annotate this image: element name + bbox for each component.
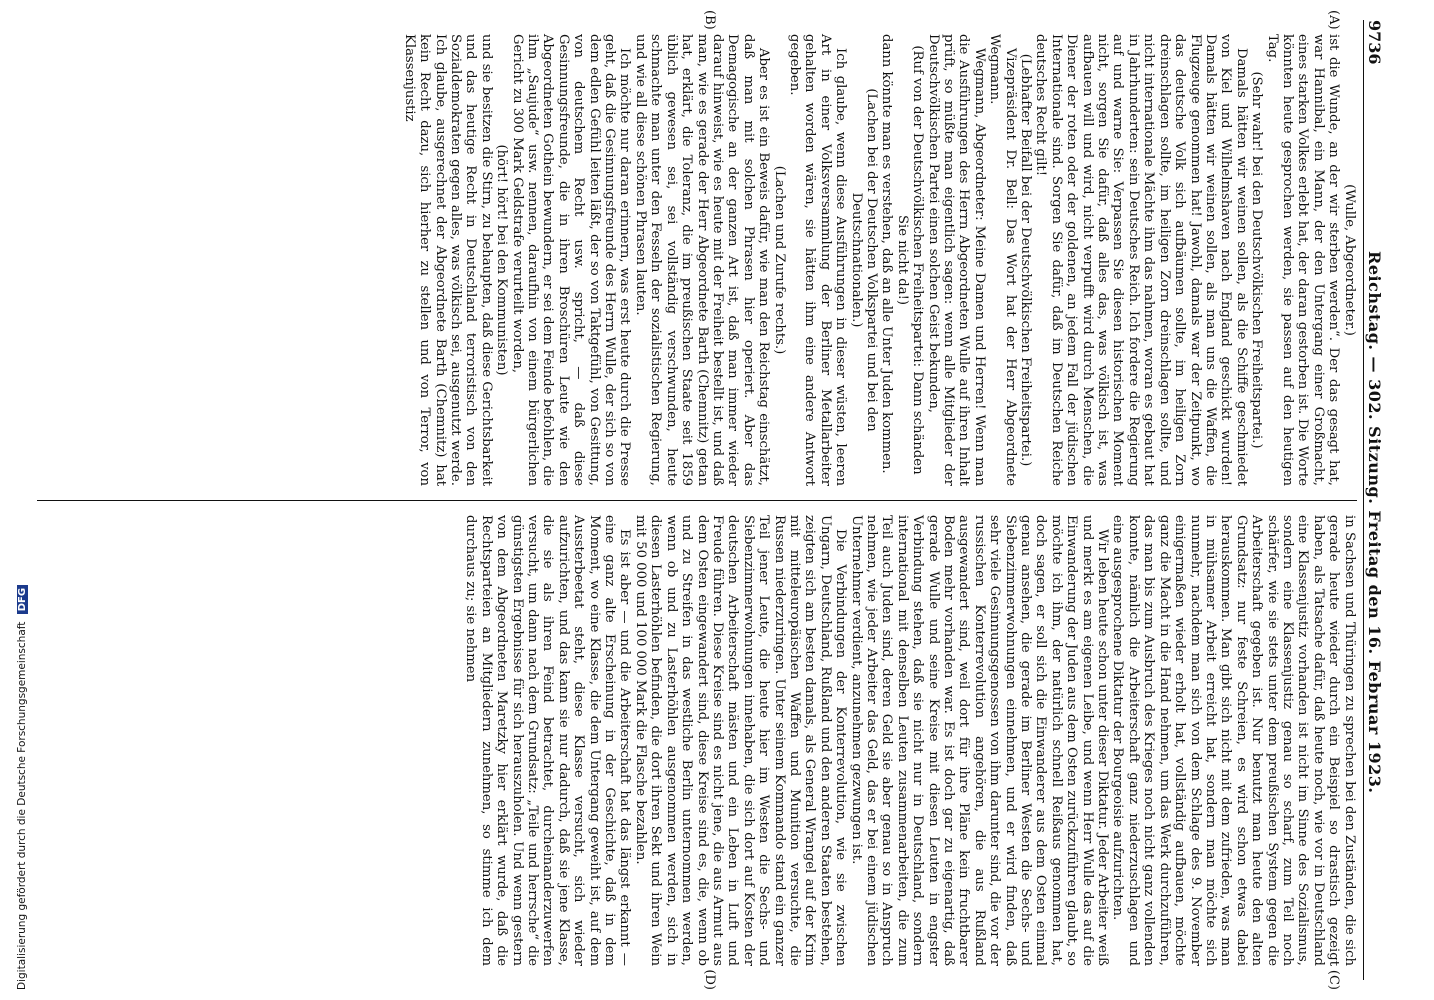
digitization-note (16, 585, 28, 990)
paragraph: Vizepräsident Dr. Bell: Das Wort hat der Herr Abgeordnete Wegmann. (987, 34, 1018, 486)
interjection: (hört! hört! bei den Kommunisten) (494, 144, 510, 376)
interjection: (Ruf von der Deutschvölkischen Freiheitspartei: Dann schänden Sie nicht da!) (894, 45, 926, 475)
page-title: Reichstag. — 302. Sitzung. Freitag den 16. Februar 1923. (1365, 251, 1384, 794)
right-column (37, 500, 1357, 990)
left-column (37, 10, 1357, 500)
paragraph: ist die Wunde, an der wir sterben werden“. Der das gesagt hat, war Hannibal, ein Mann, der den Untergang einer Großmacht, eines starken Volkes erlebt hat, der daran gestorben ist. Die Worte könnten heute gesprochen werden, sie passen auf den heutigen Tag. (1264, 34, 1342, 486)
interjection: (Lachen und Zurufe rechts.) (771, 165, 787, 355)
page-header (1363, 20, 1382, 980)
speaker-intro: (Wulle, Abgeordneter.) (1341, 184, 1357, 336)
rotated-page (20, 10, 1390, 990)
interjection: (Sehr wahr! bei den Deutschvölkischen Freiheitspartei.) (1249, 71, 1265, 449)
paragraph: dann könnte man es verstehen, daß an alle Unter Juden kommen. (879, 34, 895, 474)
interjection: (Lachen bei der Deutschen Volkspartei und bei den Deutschnationalen.) (848, 88, 879, 432)
paragraph: Ich möchte nur daran erinnern, was erst heute durch die Presse geht, daß die Gesinnungsfreunde des Herrn Wulle, der sich so von dem edlen Gefühl leiten läßt, der so von Taktgefühl, von Gesittung, von deutschem Recht usw. spricht, — daß diese Gesinnungsfreunde, die in ihren Broschüren Leute wie den Abgeordneten Gothein bewundern, er sei dem Feinde befohlen, die ihm „Saujude“ usw. nennen, daraufhin von einem bürgerlichen Gericht zu 300 Mark Geldstrafe verurteilt worden, (509, 34, 633, 486)
margin-mark-c: (C) (1325, 969, 1341, 990)
margin-mark-d: (D) (701, 969, 717, 990)
margin-mark-a: (A) (1325, 10, 1341, 30)
page-number: 9736 (1365, 20, 1384, 65)
paragraph: Wegmann, Abgeordneter: Meine Damen und Herren! Wenn man die Ausführungen des Herrn Abgeordneten Wulle auf ihren Inhalt prüft, so müßte man eigentlich sagen: wenn alle Mitglieder der Deutschvölkischen Partei einen solchen Geist bekunden, (925, 34, 987, 486)
paragraph: Die Verbindungen der Konterrevolution, wie sie zwischen Ungarn, Deutschland, Rußland und den anderen Staaten bestehen, zeigten sich am besten damals, als General Wrangel auf der Krim mit mitteleuropäischen Waffen und Munition versuchte, die Russen niederzuringen. Unter seinem Kommando stand ein ganzer Teil jener Leute, die heute hier im Westen die Sechs- und Siebenzimmerwohnungen innehaben, die sich dort auf Kosten der deutschen Arbeiterschaft mästen und ein Leben in Luft und Freude führen. Diese Kreise sind es nicht jene, die aus Armut aus dem Osten eingewandert sind, diese Kreise sind es, die, wenn ob und zu Streifen in das westliche Berlin unternommen werden, wenn ob und zu Lasterhöhlen ausgenommen werden, sich in diesen Lasterhöhlen befinden, die dort ihren Sekt und ihren Wein mit 50 000 und 100 000 Mark die Flasche bezahlen. (632, 515, 849, 966)
interjection: (Lebhafter Beifall bei der Deutschvölkischen Freiheitspartei.) (1018, 53, 1034, 467)
paragraph: in Sachsen und Thüringen zu sprechen bei den Zuständen, die sich gerade heute wieder durch ein Beispiel so drastisch gezeigt haben, als Tatsache dafür, daß heute noch, wie vor in Deutschland eine Klassenjustiz vorhanden ist nicht im Sinne des Sozialismus, sondern eine Klassenjustiz genau so scharf, zum Teil noch schärfer, wie sie stets unter dem preußischen System gegen die Arbeiterschaft gegeben ist. Nur benutzt man heute den alten Grundsatz: nur feste Schreien, es wird schon etwas dabei herauskommen. Man gibt sich nicht mit dem zufrieden, was man in mühsamer Arbeit erreicht hat, sondern man möchte sich nunmehr, nachdem man sich von dem Schlage des 9. November einigermaßen wieder erholt hat, vollständig aufbauen, möchte ganz die Macht in die Hand nehmen, um das Werk durchzuführen, das man bis zum Ausbruch des Krieges noch nicht ganz vollenden konnte, nämlich die Arbeiterschaft ganz niederzuschlagen und eine ausgesprochene Diktatur der Bourgeoisie aufzurichten. (1110, 515, 1357, 966)
dfg-logo: DFG (17, 585, 28, 614)
text-columns (37, 10, 1357, 990)
paragraph: Ich glaube, wenn diese Ausführungen in dieser wüsten, leeren Art in einer Volksversammlung der Berliner Metallarbeiter gehalten worden wären, sie hätten ihm eine andere Antwort gegeben. (786, 34, 849, 486)
paragraph: und sie besitzen die Stirn, zu behaupten, daß diese Gerichtsbarkeit und das heutige Recht in Deutschland terroristisch von den Sozialdemokraten gegen alles, was völkisch sei, ausgenutzt werde. Ich glaube, ausgerechnet der Abgeordnete Barth (Chemnitz) hat kein Recht dazu, sich hierher zu stellen und von Terror, von Klassenjustiz (401, 34, 494, 486)
paragraph: Wir leben heute schon unter dieser Diktatur. Jeder Arbeiter weiß und merkt es am eigenen Leibe, und wenn Herr Wulle das auf die Einwanderung der Juden aus dem Osten zurückzuführen glaubt, so möchte ich ihm, der natürlich schnell Reißaus genommen hat, doch sagen, er soll sich die Einwanderer aus dem Osten einmal genau ansehen, die gerade im Berliner Westen die Sechs- und Siebenzimmerwohnungen einnehmen, und er wird finden, daß sehr viele Gesinnungsgenossen von ihm darunter sind, die vor der russischen Konterrevolution angehören, die aus Rußland ausgewandert sind, weil dort für ihre Pläne kein fruchtbarer Boden mehr vorhanden war. Es ist doch gar zu eigenartig, daß gerade Wulle und seine Kreise mit diesen Leuten in engster Verbindung stehen, daß sie nicht nur in Deutschland, sondern international mit denselben Leuten zusammenarbeiten, die zum Teil auch Juden sind, deren Geld sie aber genau so in Anspruch nehmen, wie jeder Arbeiter das Geld, das er bei einem jüdischen Unternehmer verdient, anzunehmen gezwungen ist. (848, 515, 1111, 966)
paragraph: Es ist aber — und die Arbeiterschaft hat das längst erkannt — eine ganz alte Erscheinung in der Geschichte, daß in dem Moment, wo eine Klasse, die dem Untergang geweiht ist, auf dem Aussterbeetat steht, diese Klasse versucht, sich wieder aufzurichten, und das kann sie nur dadurch, daß sie jene Klasse, die sie als ihren Feind betrachtet, durcheinanderzuwerfen versucht, um dann nach dem Grundsatz: „Teile und herrsche“ die günstigsten Ergebnisse für sich herauszuholen. Und wenn gestern von dem Abgeordneten Maretzky hier erklärt wurde, daß die Rechtsparteien an Mitgliedern zunehmen, so stimme ich dem durchaus zu; sie nehmen (463, 515, 633, 966)
paragraph: Aber es ist ein Beweis dafür, wie man den Reichstag einschätzt, daß man mit solchen Phrasen hier operiert. Aber das Demagogische an der ganzen Art ist, daß man immer wieder darauf hinweist, wie es heute mit der Freiheit bestellt ist, und daß man, wie es gerade der Herr Abgeordnete Barth (Chemnitz) getan hat, erklärt, die Toleranz, die im preußischen Staate seit 1859 üblich gewesen sei, sei vollständig verschwunden, heute schmachte man unter den Fesseln der sozialistischen Regierung, und wie all diese schönen Phrasen lauten. (632, 34, 772, 486)
margin-mark-b: (B) (701, 10, 717, 30)
digitization-note-text: Digitalisierung gefördert durch die Deutsche Forschungsgemeinschaft (16, 621, 28, 990)
paragraph: Damals hätten wir weinen sollen, als die Schiffe geschmiedet von Kiel und Wilhelmshaven nach England geschickt wurden! Damals hätten wir weinen sollen, als man uns die Waffen, die Flugzeuge genommen hat! Jawohl, damals war der Zeitpunkt, wo das deutsche Volk sich aufbäumen sollte, im heiligen Zorn dreinschlagen sollte, im heiligen Zorn dreinschlagen sollte, und nicht internationale Mächte ihm das nahmen, woran es gebaut hat in Jahrhunderten: sein Deutsches Reich. Ich fordere die Regierung auf und warne Sie: Verpassen Sie diesen historischen Moment nicht, sorgen Sie dafür, daß alles das, was völkisch ist, was aufbauen will und wird, nicht verpufft wird durch Menschen, die Diener der roten oder der goldenen, an jedem Fall der jüdischen Internationale sind. Sorgen Sie dafür, daß im Deutschen Reiche deutsches Recht gilt! (1033, 34, 1249, 486)
